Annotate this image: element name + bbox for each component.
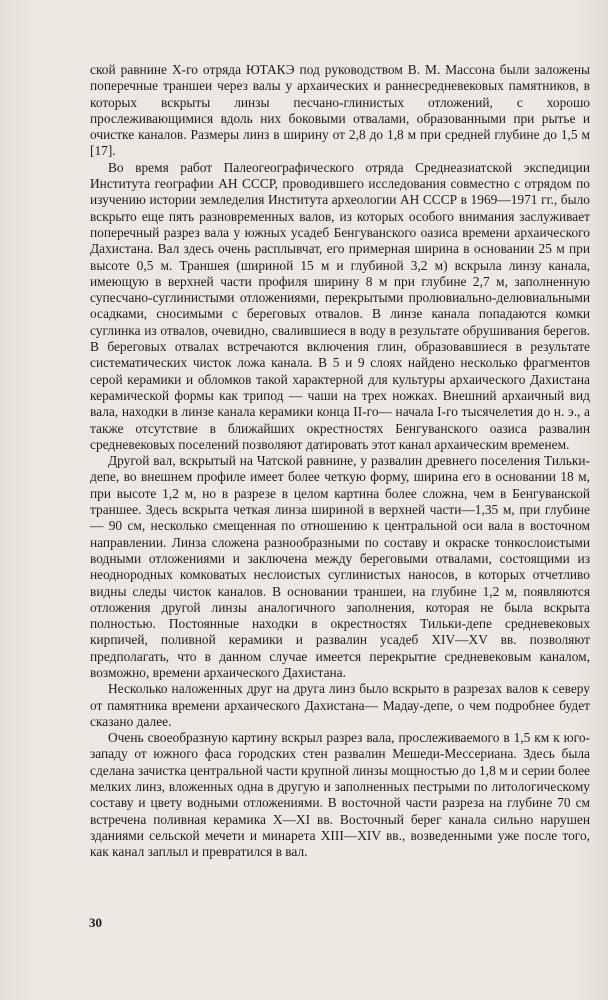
page-number: 30 (89, 915, 102, 930)
body-text (90, 62, 590, 861)
paragraph-1: ской равнине X-го отряда ЮТАКЭ под руководством В. М. Массона были заложены поперечные траншеи через валы у архаических и раннесредневековых памятников, в которых вскрыты линзы песчано-глинистых отложений, с хорошо прослеживающимися вдоль них боковыми отвалами, образованными при рытье и очистке каналов. Размеры линз в ширину от 2,8 до 1,8 м при средней глубине до 1,5 м [17]. (90, 62, 590, 159)
paragraph-3: Другой вал, вскрытый на Чатской равнине, у развалин древнего поселения Тильки-депе, во внешнем профиле имеет более четкую форму, ширина его в основании 18 м, при высоте 1,2 м, но в разрезе в целом картина более сложна, чем в Бенгуванской траншее. Здесь вскрыта четкая линза шириной в верхней части—1,35 м, при глубине — 90 см, несколько смещенная по отношению к центральной оси вала в восточном направлении. Линза сложена разнообразными по составу и окраске тонкослоистыми водными отложениями и заключена между береговыми отвалами, состоящими из неоднородных комковатых неслоистых суглинистых наносов, в которых отчетливо видны следы чисток каналов. В основании траншеи, на глубине 1,2 м, появляются отложения другой линзы аналогичного заполнения, которая не была вскрыта полностью. Постоянные находки в окрестностях Тильки-депе средневековых кирпичей, поливной керамики и развалин усадеб XIV—XV вв. позволяют предполагать, что в данном случае имеется перекрытие средневековым каналом, возможно, времени архаического Дахистана. (90, 453, 590, 680)
paragraph-4: Несколько наложенных друг на друга линз было вскрыто в разрезах валов к северу от памятника времени архаического Дахистана— Мадау-депе, о чем подробнее будет сказано далее. (90, 681, 590, 729)
paragraph-2: Во время работ Палеогеографического отряда Среднеазиатской экспедиции Института географии АН СССР, проводившего исследования совместно с отрядом по изучению истории земледелия Института археологии АН СССР в 1969—1971 гг., было вскрыто еще пять разновременных валов, из которых особого внимания заслуживает поперечный разрез вала у южных усадеб Бенгуванского оазиса времени архаического Дахистана. Вал здесь очень расплывчат, его примерная ширина в основании 25 м при высоте 0,5 м. Траншея (шириной 15 м и глубиной 3,2 м) вскрыла линзу канала, имеющую в верхней части профиля ширину 8 м при глубине 2,7 м, заполненную супесчано-суглинистыми отложениями, перекрытыми пролювиально-делювиальными осадками, сносимыми с береговых отвалов. В линзе канала попадаются комки суглинка из отвалов, очевидно, свалившиеся в воду в результате обрушивания берегов. В береговых отвалах встречаются включения глин, образовавшиеся в результате систематических чисток ложа канала. В 5 и 9 слоях найдено несколько фрагментов серой керамики и обломков такой характерной для культуры архаического Дахистана керамической формы как трипод — чаши на трех ножках. Внешний архаичный вид вала, находки в линзе канала керамики конца II-го— начала I-го тысячелетия до н. э., а также отсутствие в ближайших окрестностях Бенгуванского оазиса развалин средневековых поселений позволяют датировать этот канал архаическим временем. (90, 159, 590, 452)
paragraph-5: Очень своеобразную картину вскрыл разрез вала, прослеживаемого в 1,5 км к юго-западу от южного фаса городских стен развалин Мешеди-Мессериана. Здесь была сделана зачистка центральной части крупной линзы мощностью до 1,8 м и серии более мелких линз, вложенных одна в другую и заполненных пестрыми по литологическому составу и цвету водными отложениями. В восточной части разреза на глубине 70 см встречена поливная керамика X—XI вв. Восточный берег канала сильно нарушен зданиями сельской мечети и минарета XIII—XIV вв., возведенными уже после того, как канал заплыл и превратился в вал. (90, 730, 590, 860)
